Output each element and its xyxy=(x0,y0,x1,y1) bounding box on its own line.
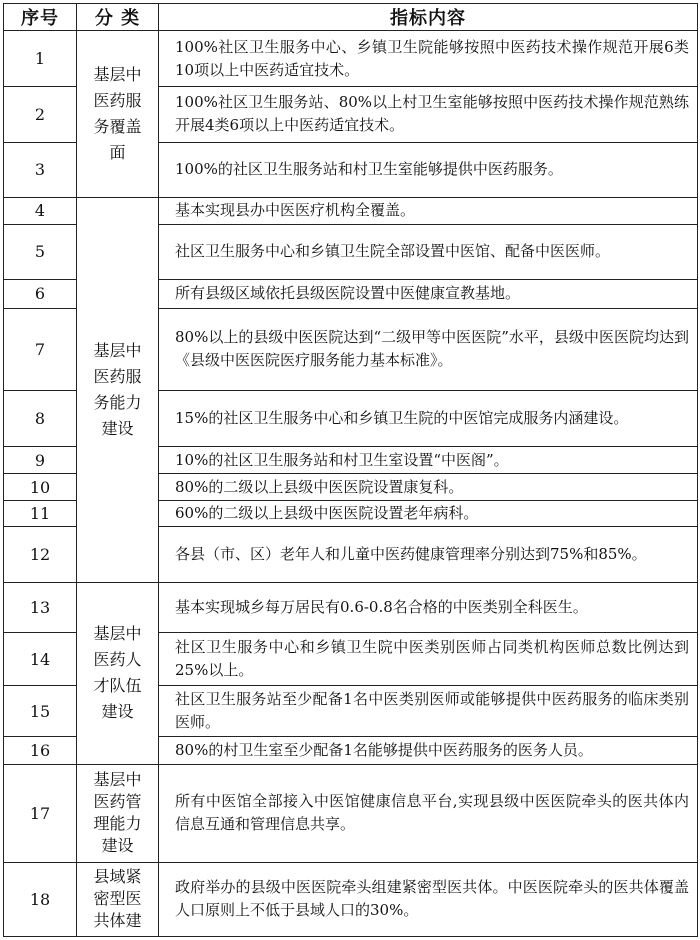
table-row xyxy=(4,764,698,862)
table-row xyxy=(4,198,698,224)
row-number: 3 xyxy=(4,142,77,198)
row-content: 社区卫生服务中心和乡镇卫生院中医类别医师占同类机构医师总数比例达到25%以上。 xyxy=(159,633,698,686)
row-content: 基本实现县办中医医疗机构全覆盖。 xyxy=(159,198,698,224)
indicator-table xyxy=(3,3,698,937)
row-number: 14 xyxy=(4,633,77,686)
row-content: 80%的二级以上县级中医医院设置康复科。 xyxy=(159,474,698,500)
category-cell: 基层中医药服务能力建设 xyxy=(77,198,159,582)
row-number: 1 xyxy=(4,31,77,87)
table-row xyxy=(4,862,698,936)
row-number: 16 xyxy=(4,737,77,764)
row-number: 7 xyxy=(4,308,77,391)
row-content: 100%社区卫生服务中心、乡镇卫生院能够按照中医药技术操作规范开展6类10项以上中医药适宜技术。 xyxy=(159,31,698,87)
row-content: 基本实现城乡每万居民有0.6-0.8名合格的中医类别全科医生。 xyxy=(159,582,698,633)
category-cell: 基层中医药人才队伍建设 xyxy=(77,582,159,764)
row-number: 9 xyxy=(4,447,77,474)
row-content: 80%以上的县级中医医院达到“二级甲等中医医院”水平，县级中医医院均达到《县级中医医院医疗服务能力基本标准》。 xyxy=(159,308,698,391)
category-cell: 县域紧密型医共体建 xyxy=(77,862,159,936)
row-content: 所有县级区域依托县级医院设置中医健康宣教基地。 xyxy=(159,280,698,308)
row-content: 政府举办的县级中医医院牵头组建紧密型医共体。中医医院牵头的医共体覆盖人口原则上不低于县域人口的30%。 xyxy=(159,862,698,936)
row-number: 18 xyxy=(4,862,77,936)
header-category: 分 类 xyxy=(77,4,159,31)
header-no: 序号 xyxy=(4,4,77,31)
row-content: 各县（市、区）老年人和儿童中医药健康管理率分别达到75%和85%。 xyxy=(159,527,698,583)
row-content: 社区卫生服务站至少配备1名中医类别医师或能够提供中医药服务的临床类别医师。 xyxy=(159,685,698,737)
row-number: 8 xyxy=(4,391,77,447)
row-content: 100%社区卫生服务站、80%以上村卫生室能够按照中医药技术操作规范熟练开展4类6项以上中医药适宜技术。 xyxy=(159,86,698,142)
row-content: 所有中医馆全部接入中医馆健康信息平台,实现县级中医医院牵头的医共体内信息互通和管理信息共享。 xyxy=(159,764,698,862)
row-number: 10 xyxy=(4,474,77,500)
category-cell: 基层中医药管理能力建设 xyxy=(77,764,159,862)
row-number: 15 xyxy=(4,685,77,737)
row-content: 60%的二级以上县级中医医院设置老年病科。 xyxy=(159,500,698,526)
row-content: 社区卫生服务中心和乡镇卫生院全部设置中医馆、配备中医医师。 xyxy=(159,224,698,280)
table-row xyxy=(4,582,698,633)
table-header-row xyxy=(4,4,698,31)
row-number: 17 xyxy=(4,764,77,862)
row-number: 6 xyxy=(4,280,77,308)
table-row xyxy=(4,31,698,87)
row-content: 15%的社区卫生服务中心和乡镇卫生院的中医馆完成服务内涵建设。 xyxy=(159,391,698,447)
row-number: 4 xyxy=(4,198,77,224)
row-number: 5 xyxy=(4,224,77,280)
row-content: 10%的社区卫生服务站和村卫生室设置“中医阁”。 xyxy=(159,447,698,474)
row-number: 12 xyxy=(4,527,77,583)
row-content: 80%的村卫生室至少配备1名能够提供中医药服务的医务人员。 xyxy=(159,737,698,764)
category-cell: 基层中医药服务覆盖面 xyxy=(77,31,159,198)
header-content: 指标内容 xyxy=(159,4,698,31)
row-content: 100%的社区卫生服务站和村卫生室能够提供中医药服务。 xyxy=(159,142,698,198)
row-number: 2 xyxy=(4,86,77,142)
row-number: 11 xyxy=(4,500,77,526)
row-number: 13 xyxy=(4,582,77,633)
